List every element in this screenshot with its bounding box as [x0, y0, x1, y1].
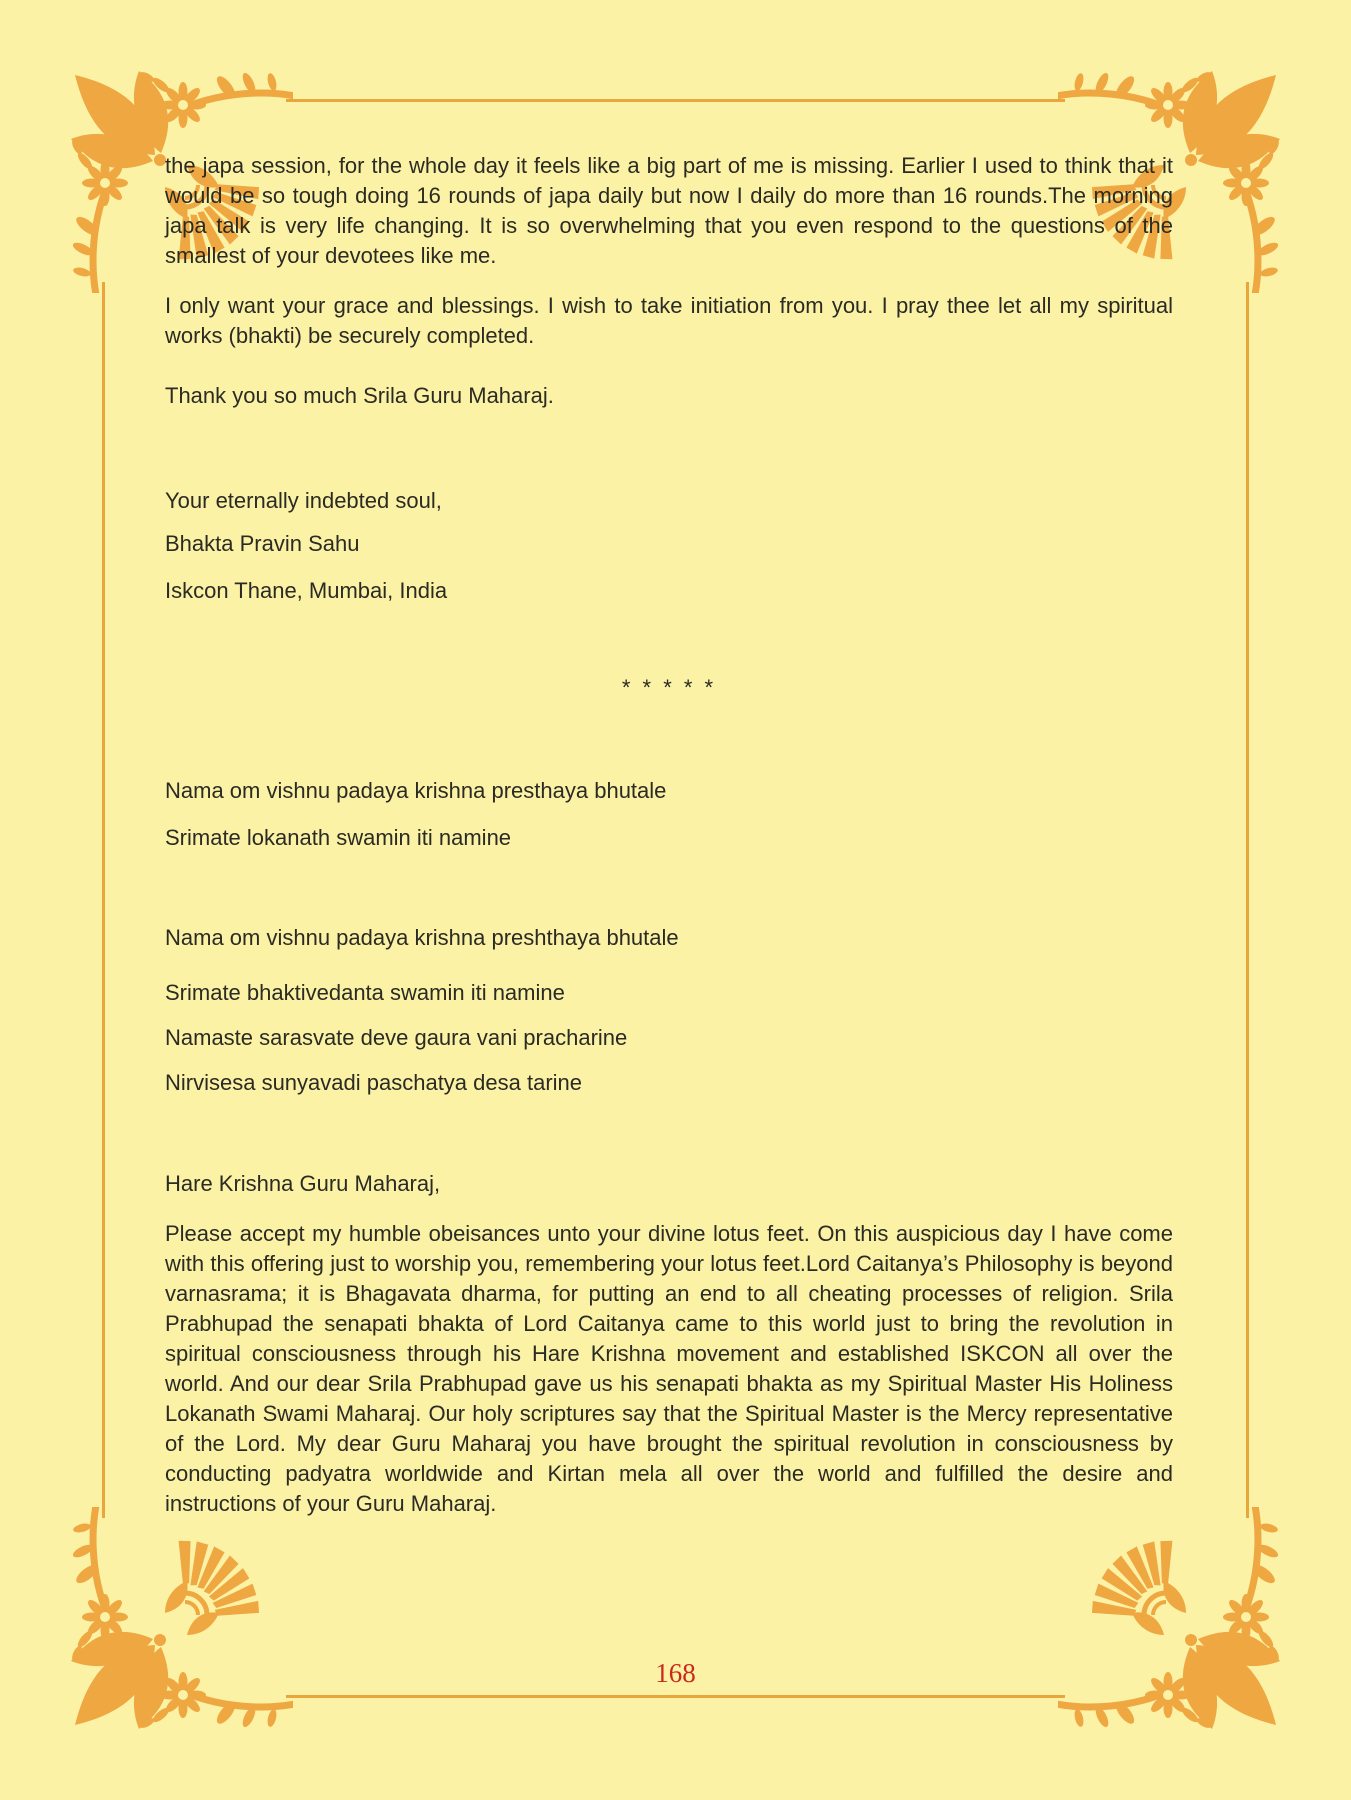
paragraph-japa-session: the japa session, for the whole day it feels like a big part of me is missing. Earlier I used to think that it would be so tough doing 16 rounds of japa daily but now I daily do more than 16 rounds.The morning japa talk is very life changing. It is so overwhelming that you even respond to the questions of the smallest of your devotees like me. [165, 153, 1173, 268]
paragraph-offering-body: Please accept my humble obeisances unto your divine lotus feet. On this auspicious day I have come with this offering just to worship you, remembering your lotus feet.Lord Caitanya’s Philosophy is beyond varnasrama; it is Bhagavata dharma, for putting an end to all cheating processes of religion. Srila Prabhupad the senapati bhakta of Lord Caitanya came to this world just to bring the revolution in spiritual consciousness through his Hare Krishna movement and established ISKCON all over the world. And our dear Srila Prabhupad gave us his senapati bhakta as my Spiritual Master His Holiness Lokanath Swami Maharaj. Our holy scriptures say that the Spiritual Master is the Mercy representative of the Lord. My dear Guru Maharaj you have brought the spiritual revolution in consciousness by conducting padyatra worldwide and Kirtan mela all over the world and fulfilled the desire and instructions of your Guru Maharaj. [165, 1221, 1173, 1516]
section-separator: * * * * * [621, 675, 717, 700]
mantra-guru-line-2: Srimate lokanath swamin iti namine [165, 825, 512, 850]
border-line-right [1246, 282, 1249, 1518]
mantra-prabhupada-line-2: Srimate bhaktivedanta swamin iti namine [165, 980, 565, 1005]
signature-line-name: Bhakta Pravin Sahu [165, 531, 360, 556]
border-line-left [102, 282, 105, 1518]
floral-corner-ornament-bottom-left-icon [63, 1507, 293, 1737]
mantra-prabhupada-line-3: Namaste sarasvate deve gaura vani pracharine [165, 1025, 628, 1050]
mantra-guru-line-1: Nama om vishnu padaya krishna presthaya bhutale [165, 778, 667, 803]
page-text-column [165, 0, 1173, 1519]
floral-corner-ornament-bottom-right-icon [1058, 1507, 1288, 1737]
paragraph-grace-blessings: I only want your grace and blessings. I wish to take initiation from you. I pray thee let all my spiritual works (bhakti) be securely completed. [165, 293, 1173, 348]
signature-line-closing: Your eternally indebted soul, [165, 488, 442, 513]
salutation: Hare Krishna Guru Maharaj, [165, 1171, 441, 1196]
mantra-prabhupada-line-1: Nama om vishnu padaya krishna preshthaya bhutale [165, 925, 679, 950]
border-line-bottom [286, 1695, 1065, 1698]
paragraph-thank-you: Thank you so much Srila Guru Maharaj. [165, 383, 554, 408]
mantra-prabhupada-line-4: Nirvisesa sunyavadi paschatya desa tarine [165, 1070, 583, 1095]
signature-line-location: Iskcon Thane, Mumbai, India [165, 578, 448, 603]
page-number: 168 [655, 1658, 696, 1688]
